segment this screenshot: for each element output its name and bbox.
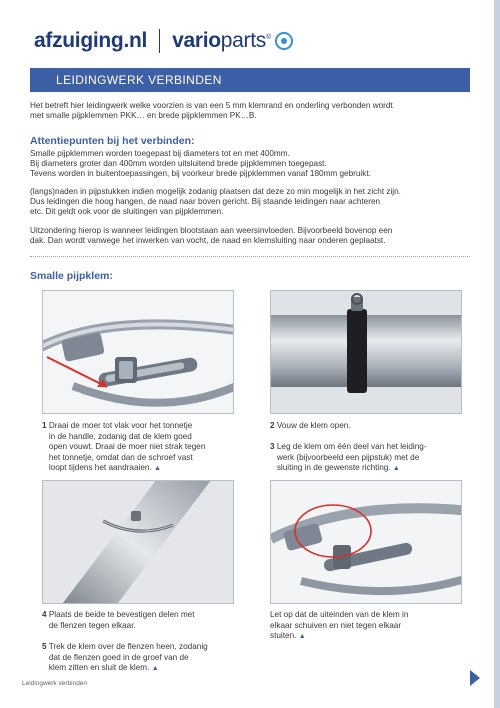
title-banner <box>30 68 470 92</box>
pipe-with-clamp-photo <box>270 290 462 414</box>
clamp-handle-photo <box>42 290 234 414</box>
clamp-ends-photo <box>270 480 462 604</box>
attention-p3-line: dak. Dan wordt vanwege het inwerken van vocht, de naad en klemsluiting naar onderen geplaatst. <box>30 236 386 245</box>
intro-line-2: met smalle pijpklemmen PKK… en brede pijpklemmen PK…B. <box>30 111 257 120</box>
next-page-arrow-icon[interactable] <box>470 670 480 686</box>
section-heading: Smalle pijpklem: <box>30 270 113 282</box>
attention-p2-line: etc. Dit geldt ook voor de sluitingen van pijpklemmen. <box>30 207 224 216</box>
attention-p1-line: Smalle pijpklemmen worden toegepast bij diameters tot en met 400mm. <box>30 149 290 158</box>
step-3-text: 3 Leg de klem om één deel van het leiding- werk (bijvoorbeeld een pijpstuk) met de sluiting in de gewenste richting. ▲ <box>270 442 427 472</box>
attention-p3-line: Uitzondering hierop is wanneer leidingen blootstaan aan weersinvloeden. Bijvoorbeeld bovenop een <box>30 226 393 235</box>
note-text: Let op dat de uiteinden van de klem in elkaar schuiven en niet tegen elkaar stuiten. ▲ <box>270 610 409 640</box>
back-to-top-icon[interactable]: ▲ <box>298 633 306 640</box>
varioparts-logo: varioparts® <box>172 29 271 52</box>
back-to-top-icon[interactable]: ▲ <box>151 665 159 672</box>
attention-p1-line: Bij diameters groter dan 400mm worden uitsluitend brede pijpklemmen toegepast. <box>30 159 327 168</box>
attention-p1-line: Tevens worden in buitentoepassingen, bij voorkeur brede pijpklemmen vanaf 180mm gebruikt. <box>30 169 371 178</box>
logo-divider <box>159 29 160 53</box>
back-to-top-icon[interactable]: ▲ <box>154 465 161 472</box>
attention-p2-line: Dus leidingen die hoog hangen, de naad naar boven gericht. Bij staande leidingen naar achteren <box>30 197 381 206</box>
page-edge <box>494 0 500 708</box>
step-1-text: 1 Draai de moer tot vlak voor het tonnetje in de handle, zodanig dat de klem goed open vouwt. Draai de moer niet strak tegen het tonnetje, omdat dan de schroef vast loopt tijdens het aandraaien. ▲ <box>42 421 206 472</box>
fan-logo-icon <box>275 32 293 50</box>
intro-line-1: Het betreft hier leidingwerk welke voorzien is van een 5 mm klemrand en onderling verbonden wordt <box>30 101 393 110</box>
flanges-joined-photo <box>42 480 234 604</box>
step-5-text: 5 Trek de klem over de flenzen heen, zodanig dat de flenzen goed in de groef van de klem zitten en sluit de klem. ▲ <box>42 642 208 672</box>
back-to-top-icon[interactable]: ▲ <box>392 465 400 472</box>
page-header <box>34 28 293 54</box>
step-4-text: 4 Plaats de beide te bevestigen delen met de flenzen tegen elkaar. <box>42 610 195 630</box>
step-2-text: 2 Vouw de klem open. <box>270 421 351 430</box>
attention-heading: Attentiepunten bij het verbinden: <box>30 135 195 147</box>
attention-p2-line: (langs)naden in pijpstukken indien mogelijk zodanig plaatsen dat deze zo min mogelijk in het zicht zijn. <box>30 187 401 196</box>
afzuiging-logo: afzuiging.nl <box>34 29 148 52</box>
page-footer: Leidingwerk verbinden <box>22 680 88 687</box>
page-title: LEIDINGWERK VERBINDEN <box>56 73 222 87</box>
section-divider <box>30 256 470 257</box>
